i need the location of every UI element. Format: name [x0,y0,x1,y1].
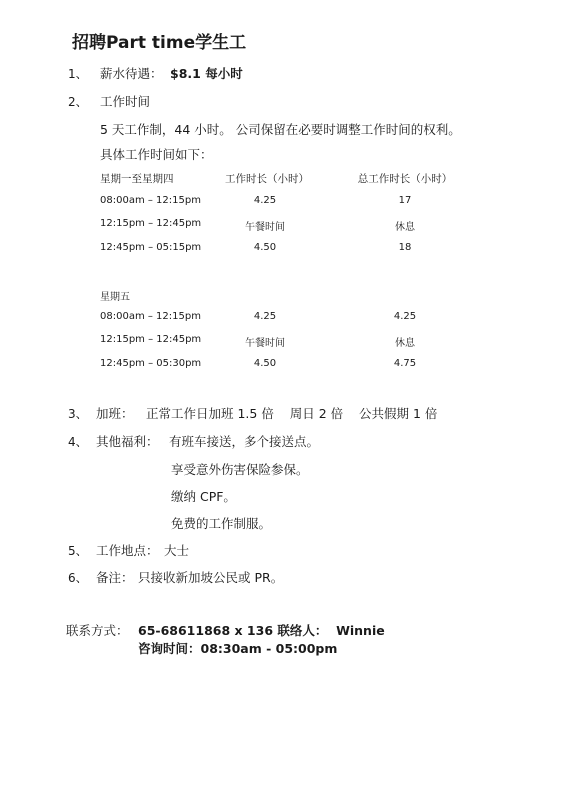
benefits-label: 其他福利： [96,434,159,449]
table-row-time: 12:15pm – 12:45pm [100,334,202,345]
table-row-time: 08:00am – 12:15pm [100,195,201,206]
contact-hours: 咨询时间：08:30am - 05:00pm [138,641,338,656]
table-row-hours: 4.50 [253,358,277,369]
overtime-value: 正常工作日加班 1.5 倍 周日 2 倍 公共假期 1 倍 [146,406,438,421]
contact-label: 联系方式： [66,623,129,638]
salary-label: 薪水待遇： [100,66,163,81]
benefit-item: 享受意外伤害保险参保。 [171,462,309,477]
table-row-time: 12:15pm – 12:45pm [100,218,202,229]
table-row-hours: 午餐时间 [245,222,285,233]
table-row-total: 4.75 [393,358,417,369]
item-4-number: 4、 [68,435,88,449]
item-5-number: 5、 [68,544,88,558]
friday-label: 星期五 [100,292,130,303]
table-row-time: 08:00am – 12:15pm [100,311,201,322]
table-row-time: 12:45pm – 05:30pm [100,358,202,369]
work-time-heading: 工作时间 [100,94,151,109]
work-time-line2: 具体工作时间如下： [100,147,213,162]
table-row-total: 18 [398,242,412,253]
location-label: 工作地点： [96,543,159,558]
notes-value: 只接收新加坡公民或 PR。 [138,570,284,585]
schedule-header-total: 总工作时长（小时） [357,173,453,185]
item-6-number: 6、 [68,571,88,585]
table-row-total: 4.25 [393,311,417,322]
page-title: 招聘Part time学生工 [72,33,247,53]
table-row-time: 12:45pm – 05:15pm [100,242,202,253]
table-row-hours: 午餐时间 [245,338,285,349]
item-2-number: 2、 [68,95,88,109]
work-time-line1: 5 天工作制，44 小时。 公司保留在必要时调整工作时间的权利。 [100,122,461,137]
table-row-total: 休息 [395,338,415,349]
table-row-hours: 4.25 [253,195,277,206]
item-1-number: 1、 [68,67,88,81]
location-value: 大士 [164,543,190,558]
salary-value: $8.1 每小时 [170,66,243,81]
table-row-hours: 4.50 [253,242,277,253]
schedule-header-days: 星期一至星期四 [100,173,174,185]
overtime-label: 加班： [96,406,134,421]
benefit-item: 有班车接送，多个接送点。 [169,434,320,449]
contact-phone: 65-68611868 x 136 联络人： Winnie [138,623,385,638]
benefit-item: 缴纳 CPF。 [171,489,236,504]
notes-label: 备注： [96,570,134,585]
table-row-total: 休息 [395,222,415,233]
item-3-number: 3、 [68,407,88,421]
benefit-item: 免费的工作制服。 [171,516,272,531]
schedule-header-hours: 工作时长（小时） [225,173,309,185]
table-row-hours: 4.25 [253,311,277,322]
table-row-total: 17 [398,195,412,206]
